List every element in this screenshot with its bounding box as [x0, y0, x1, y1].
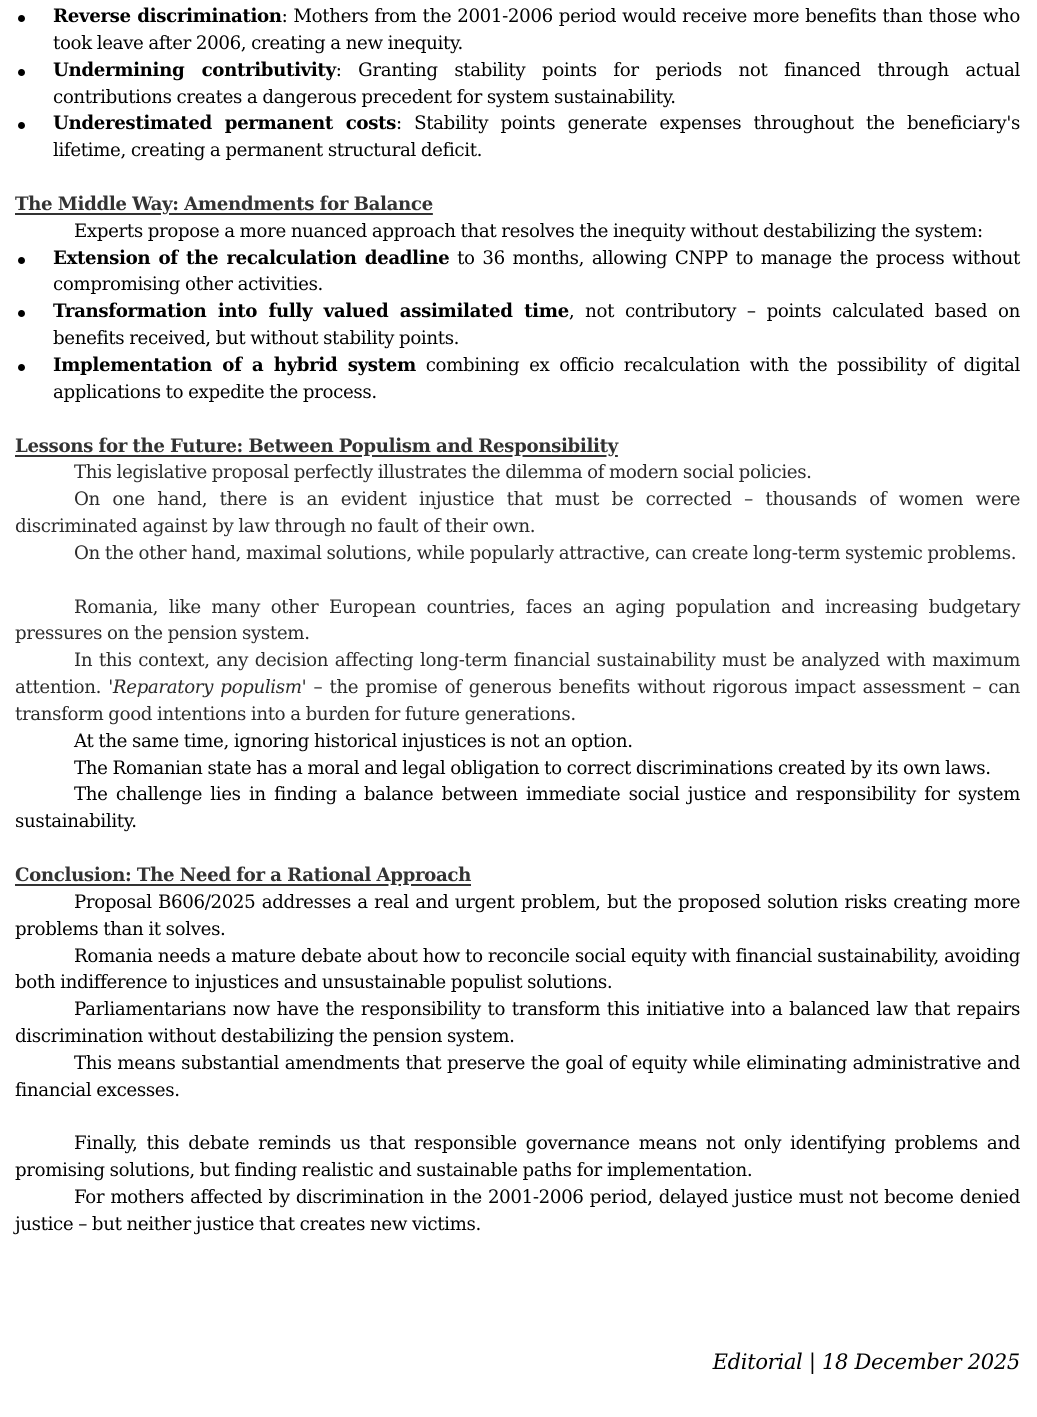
section-heading-lessons: Lessons for the Future: Between Populism and Responsibility	[15, 435, 618, 457]
paragraph: For mothers affected by discrimination in the 2001-2006 period, delayed justice must not become denied justice – but neither justice that creates new victims.	[15, 1187, 1020, 1235]
paragraph: Experts propose a more nuanced approach that resolves the inequity without destabilizing the system:	[74, 220, 983, 242]
list-item-title: Undermining contributivity	[53, 59, 336, 81]
bullet-icon	[18, 257, 25, 264]
list-item-text: : Granting stability points for periods not financed through actual contributions creates a dangerous precedent for system sustainability.	[53, 59, 1020, 108]
section-heading-conclusion: Conclusion: The Need for a Rational Approach	[15, 865, 471, 886]
risks-list	[15, 4, 1020, 165]
list-item	[15, 58, 1020, 112]
bullet-icon	[18, 69, 25, 76]
section-heading-middle-way: The Middle Way: Amendments for Balance	[15, 193, 433, 215]
bullet-icon	[18, 310, 25, 317]
paragraph-text: In this context, any decision affecting long-term financial sustainability must be analyzed with maximum attention.	[15, 650, 1020, 699]
list-item	[15, 246, 1020, 300]
list-item-text: , not contributory – points calculated based on benefits received, but without stability points.	[53, 301, 1020, 350]
editorial-signature: Editorial | 18 December 2025	[712, 1350, 1020, 1374]
paragraph: On the other hand, maximal solutions, while popularly attractive, can create long-term systemic problems.	[74, 542, 1017, 564]
list-item-title: Underestimated permanent costs	[53, 113, 397, 135]
paragraph: On one hand, there is an evident injustice that must be corrected – thousands of women were discriminated against by law through no fault of their own.	[15, 489, 1020, 538]
list-item-title: Transformation into fully valued assimilated time	[53, 301, 569, 323]
paragraph: The Romanian state has a moral and legal obligation to correct discriminations created by its own laws.	[74, 757, 991, 779]
list-item	[15, 111, 1020, 165]
bullet-icon	[18, 15, 25, 22]
list-item-title: Implementation of a hybrid system	[53, 354, 416, 376]
list-item-text: combining ex officio recalculation with the possibility of digital applications to expedite the process.	[53, 354, 1020, 403]
list-item-text: : Mothers from the 2001-2006 period would receive more benefits than those who took leave after 2006, creating a new inequity.	[53, 6, 1020, 54]
list-item-text: : Stability points generate expenses throughout the beneficiary's lifetime, creating a permanent structural deficit.	[53, 113, 1020, 162]
blank-line	[15, 568, 1020, 595]
paragraph: Romania needs a mature debate about how to reconcile social equity with financial sustainability, avoiding both indifference to injustices and unsustainable populist solutions.	[15, 945, 1020, 994]
list-item-title: Extension of the recalculation deadline	[53, 247, 450, 269]
list-item-text: to 36 months, allowing CNPP to manage the process without compromising other activities.	[53, 247, 1021, 296]
blank-line	[15, 1105, 1020, 1132]
paragraph-text: – the promise of generous benefits without rigorous impact assessment – can transform good intentions into a burden for future generations.	[15, 677, 1020, 725]
paragraph: Parliamentarians now have the responsibility to transform this initiative into a balanced law that repairs discrimination without destabilizing the pension system.	[15, 999, 1020, 1048]
amendments-list	[15, 246, 1020, 407]
paragraph	[15, 648, 1020, 729]
blank-line	[15, 407, 1020, 434]
paragraph: This means substantial amendments that preserve the goal of equity while eliminating administrative and financial excesses.	[15, 1052, 1020, 1101]
paragraph: Romania, like many other European countries, faces an aging population and increasing budgetary pressures on the pension system.	[15, 596, 1020, 645]
paragraph: Proposal B606/2025 addresses a real and urgent problem, but the proposed solution risks creating more problems than it solves.	[15, 891, 1020, 940]
list-item	[15, 299, 1020, 353]
blank-line	[15, 836, 1020, 863]
paragraph: This legislative proposal perfectly illustrates the dilemma of modern social policies.	[74, 462, 812, 484]
list-item-title: Reverse discrimination	[53, 6, 282, 27]
lessons-body	[15, 460, 1020, 728]
blank-line	[15, 165, 1020, 192]
emphasis-text: 'Reparatory populism'	[108, 677, 307, 699]
document-page	[15, 4, 1020, 1239]
bullet-icon	[18, 364, 25, 371]
paragraph: The challenge lies in finding a balance between immediate social justice and responsibility for system sustainability.	[15, 784, 1020, 833]
paragraph: Finally, this debate reminds us that responsible governance means not only identifying problems and promising solutions, but finding realistic and sustainable paths for implementation.	[15, 1133, 1020, 1182]
list-item	[15, 4, 1020, 58]
list-item	[15, 353, 1020, 407]
paragraph: At the same time, ignoring historical injustices is not an option.	[74, 730, 633, 752]
bullet-icon	[18, 122, 25, 129]
